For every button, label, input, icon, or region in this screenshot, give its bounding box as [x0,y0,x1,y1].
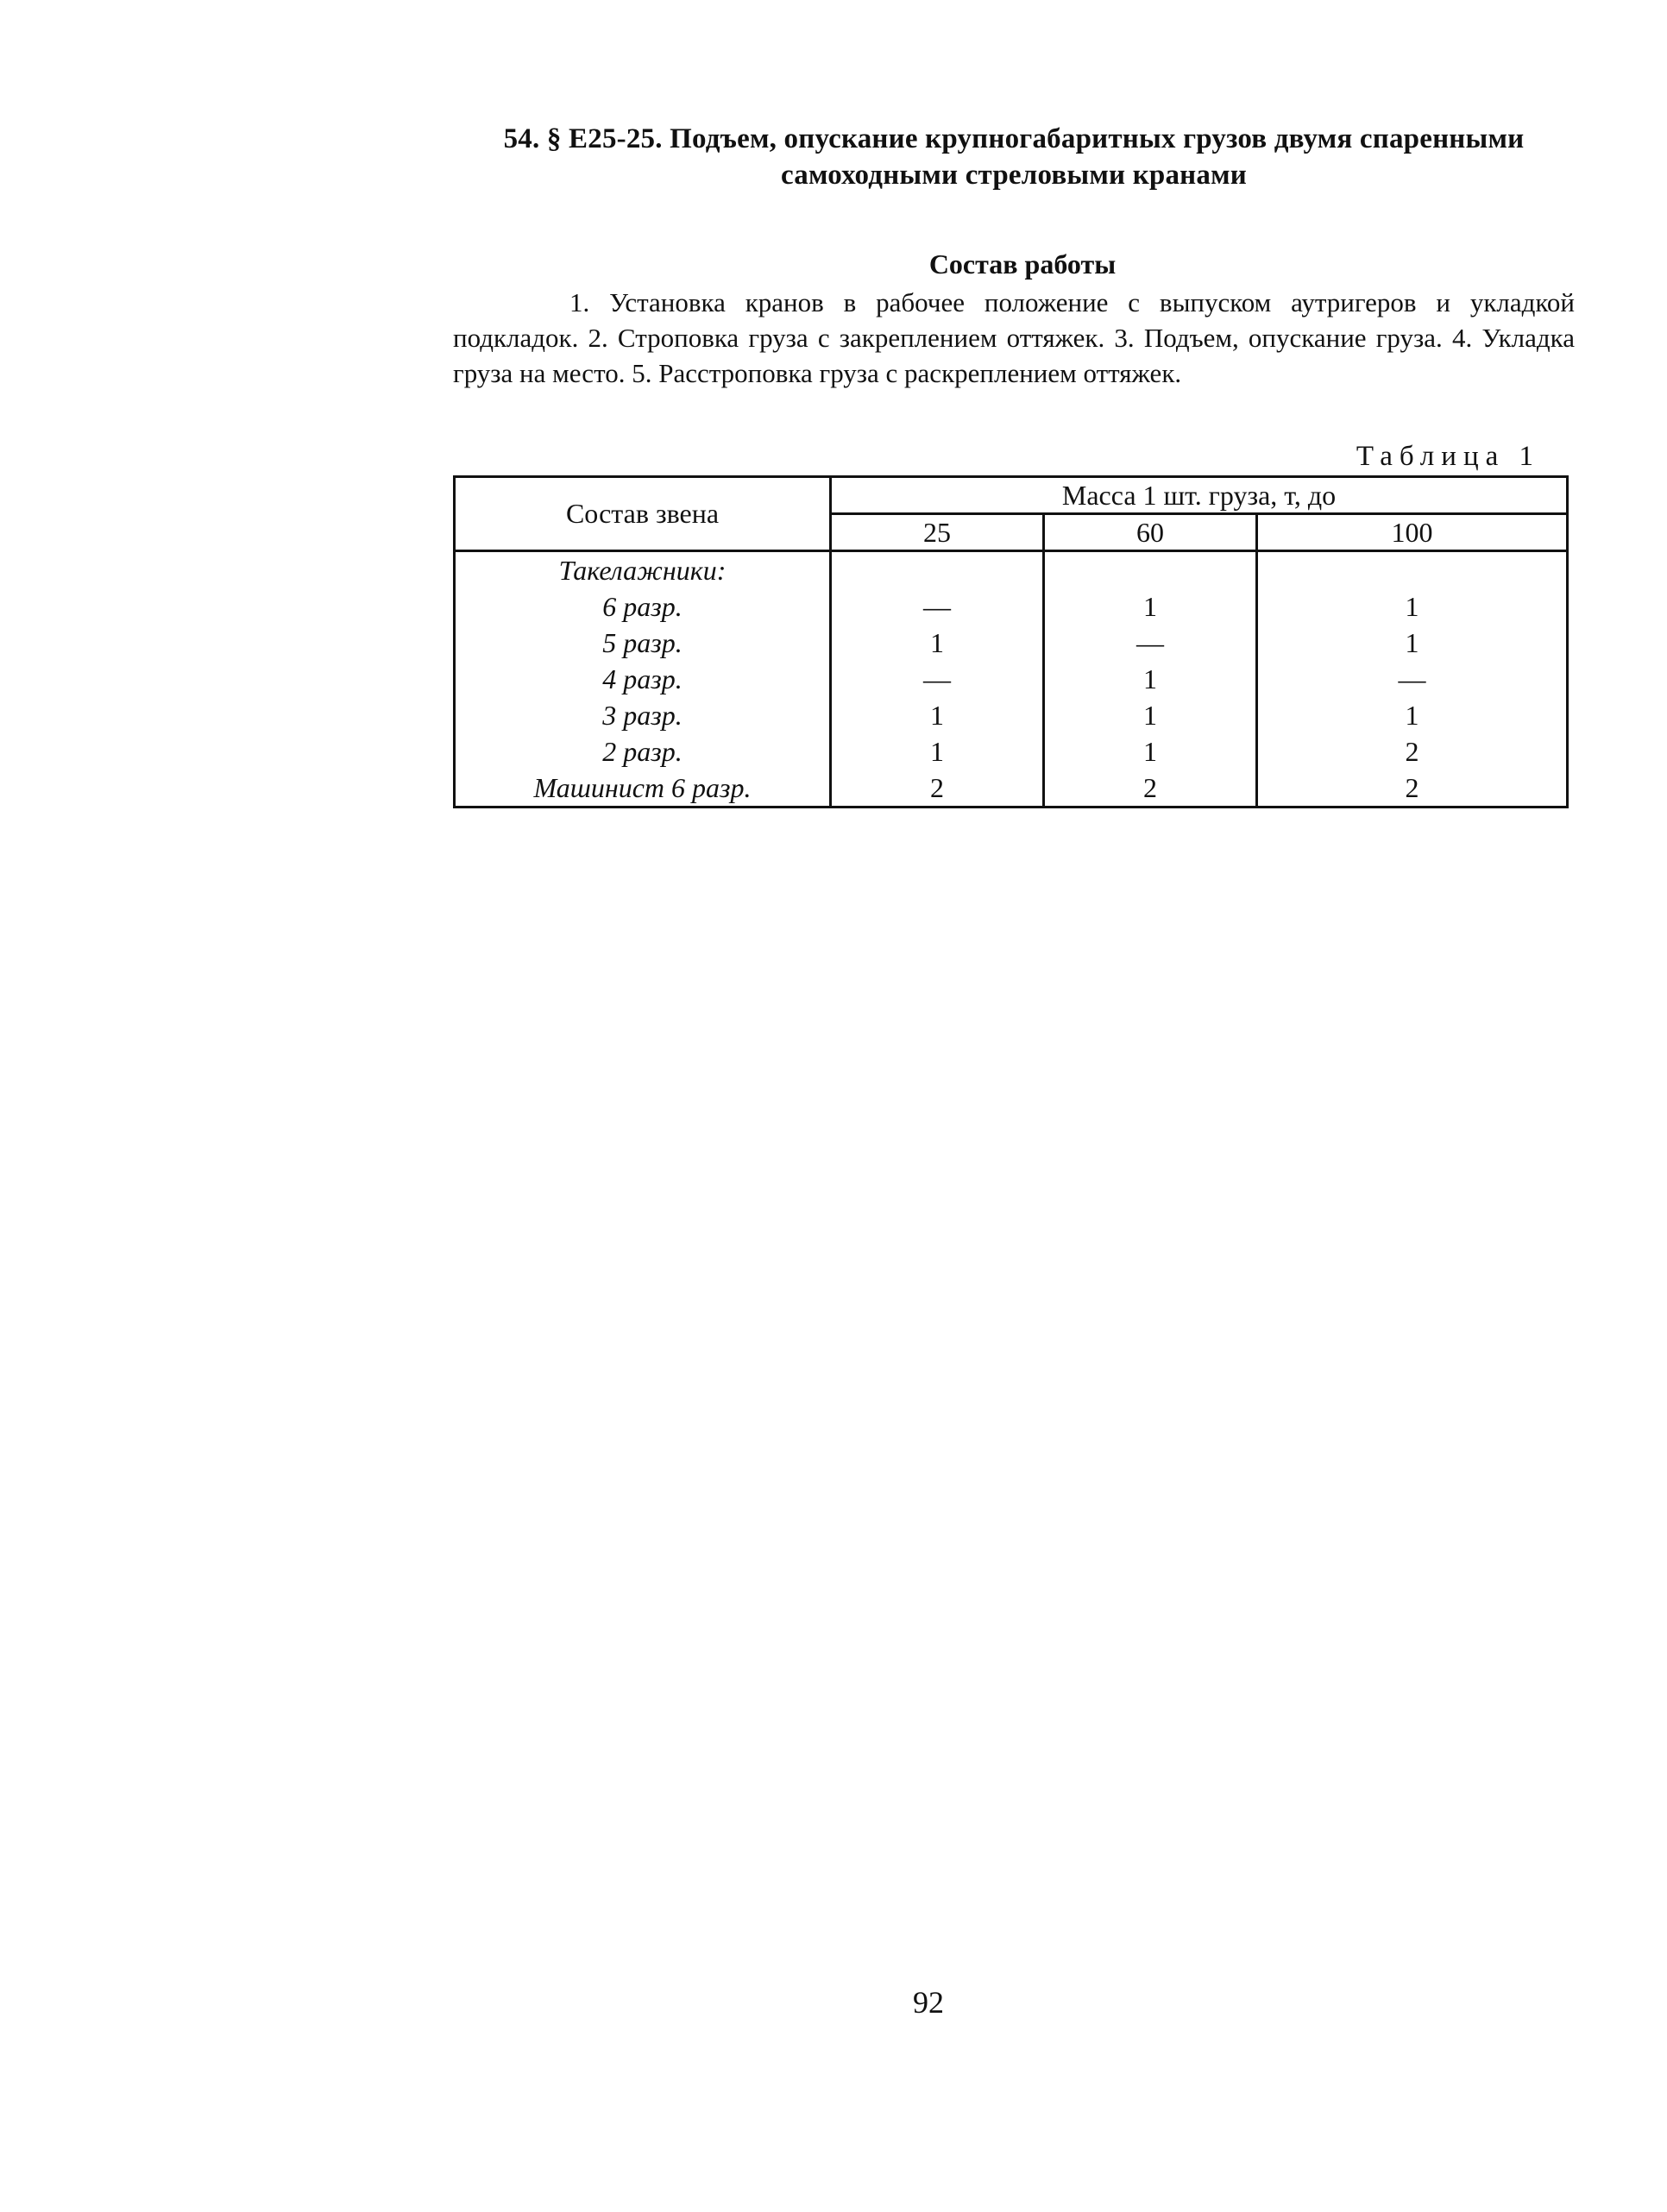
table-row [455,661,1568,697]
table-cell: 1 [1257,588,1568,625]
row-label: 3 разр. [455,697,831,733]
table-cell: — [1044,625,1257,661]
table-cell [831,551,1044,589]
row-label: Такелажники: [455,551,831,589]
work-heading: Состав работы [928,248,1117,280]
table-cell: 1 [831,733,1044,770]
table-cell: 1 [1044,588,1257,625]
table-cell: — [831,661,1044,697]
column-header: 25 [831,514,1044,551]
table-row [455,625,1568,661]
row-label: Машинист 6 разр. [455,770,831,808]
table-row [455,588,1568,625]
table-cell [1257,551,1568,589]
table-row [455,770,1568,808]
work-description: 1. Установка кранов в рабочее положение с выпуском аутригеров и укладкой подкладок. 2. Строповка груза с закреплением оттяжек. 3. Подъем, опускание груза. 4. Укладка груза на место. 5. Расстроповка груза с раскреплением оттяжек. [453,287,1575,388]
table-cell: 2 [831,770,1044,808]
table-cell: 1 [1257,697,1568,733]
row-label: 5 разр. [455,625,831,661]
crew-table [453,475,1569,808]
row-label: 4 разр. [455,661,831,697]
table-cell [1044,551,1257,589]
table-cell: 2 [1044,770,1257,808]
table-row [455,551,1568,589]
document-page [453,121,1575,808]
table-cell: 2 [1257,733,1568,770]
table-cell: 1 [831,697,1044,733]
row-header: Состав звена [455,477,831,551]
table-row [455,733,1568,770]
row-label: 6 разр. [455,588,831,625]
section-title: 54. § Е25-25. Подъем, опускание крупногабаритных грузов двумя спаренными самоходными стреловыми кранами [503,123,1525,191]
table-cell: 2 [1257,770,1568,808]
table-cell: — [831,588,1044,625]
table-cell: 1 [1044,733,1257,770]
column-header: 60 [1044,514,1257,551]
mass-group-header: Масса 1 шт. груза, т, до [831,477,1568,514]
table-cell: — [1257,661,1568,697]
table-row [455,697,1568,733]
table-cell: 1 [1044,697,1257,733]
table-cell: 1 [1044,661,1257,697]
column-header: 100 [1257,514,1568,551]
page-number: 92 [913,1985,944,2020]
table-caption: Таблица 1 [1356,441,1540,472]
row-label: 2 разр. [455,733,831,770]
table-cell: 1 [831,625,1044,661]
table-cell: 1 [1257,625,1568,661]
